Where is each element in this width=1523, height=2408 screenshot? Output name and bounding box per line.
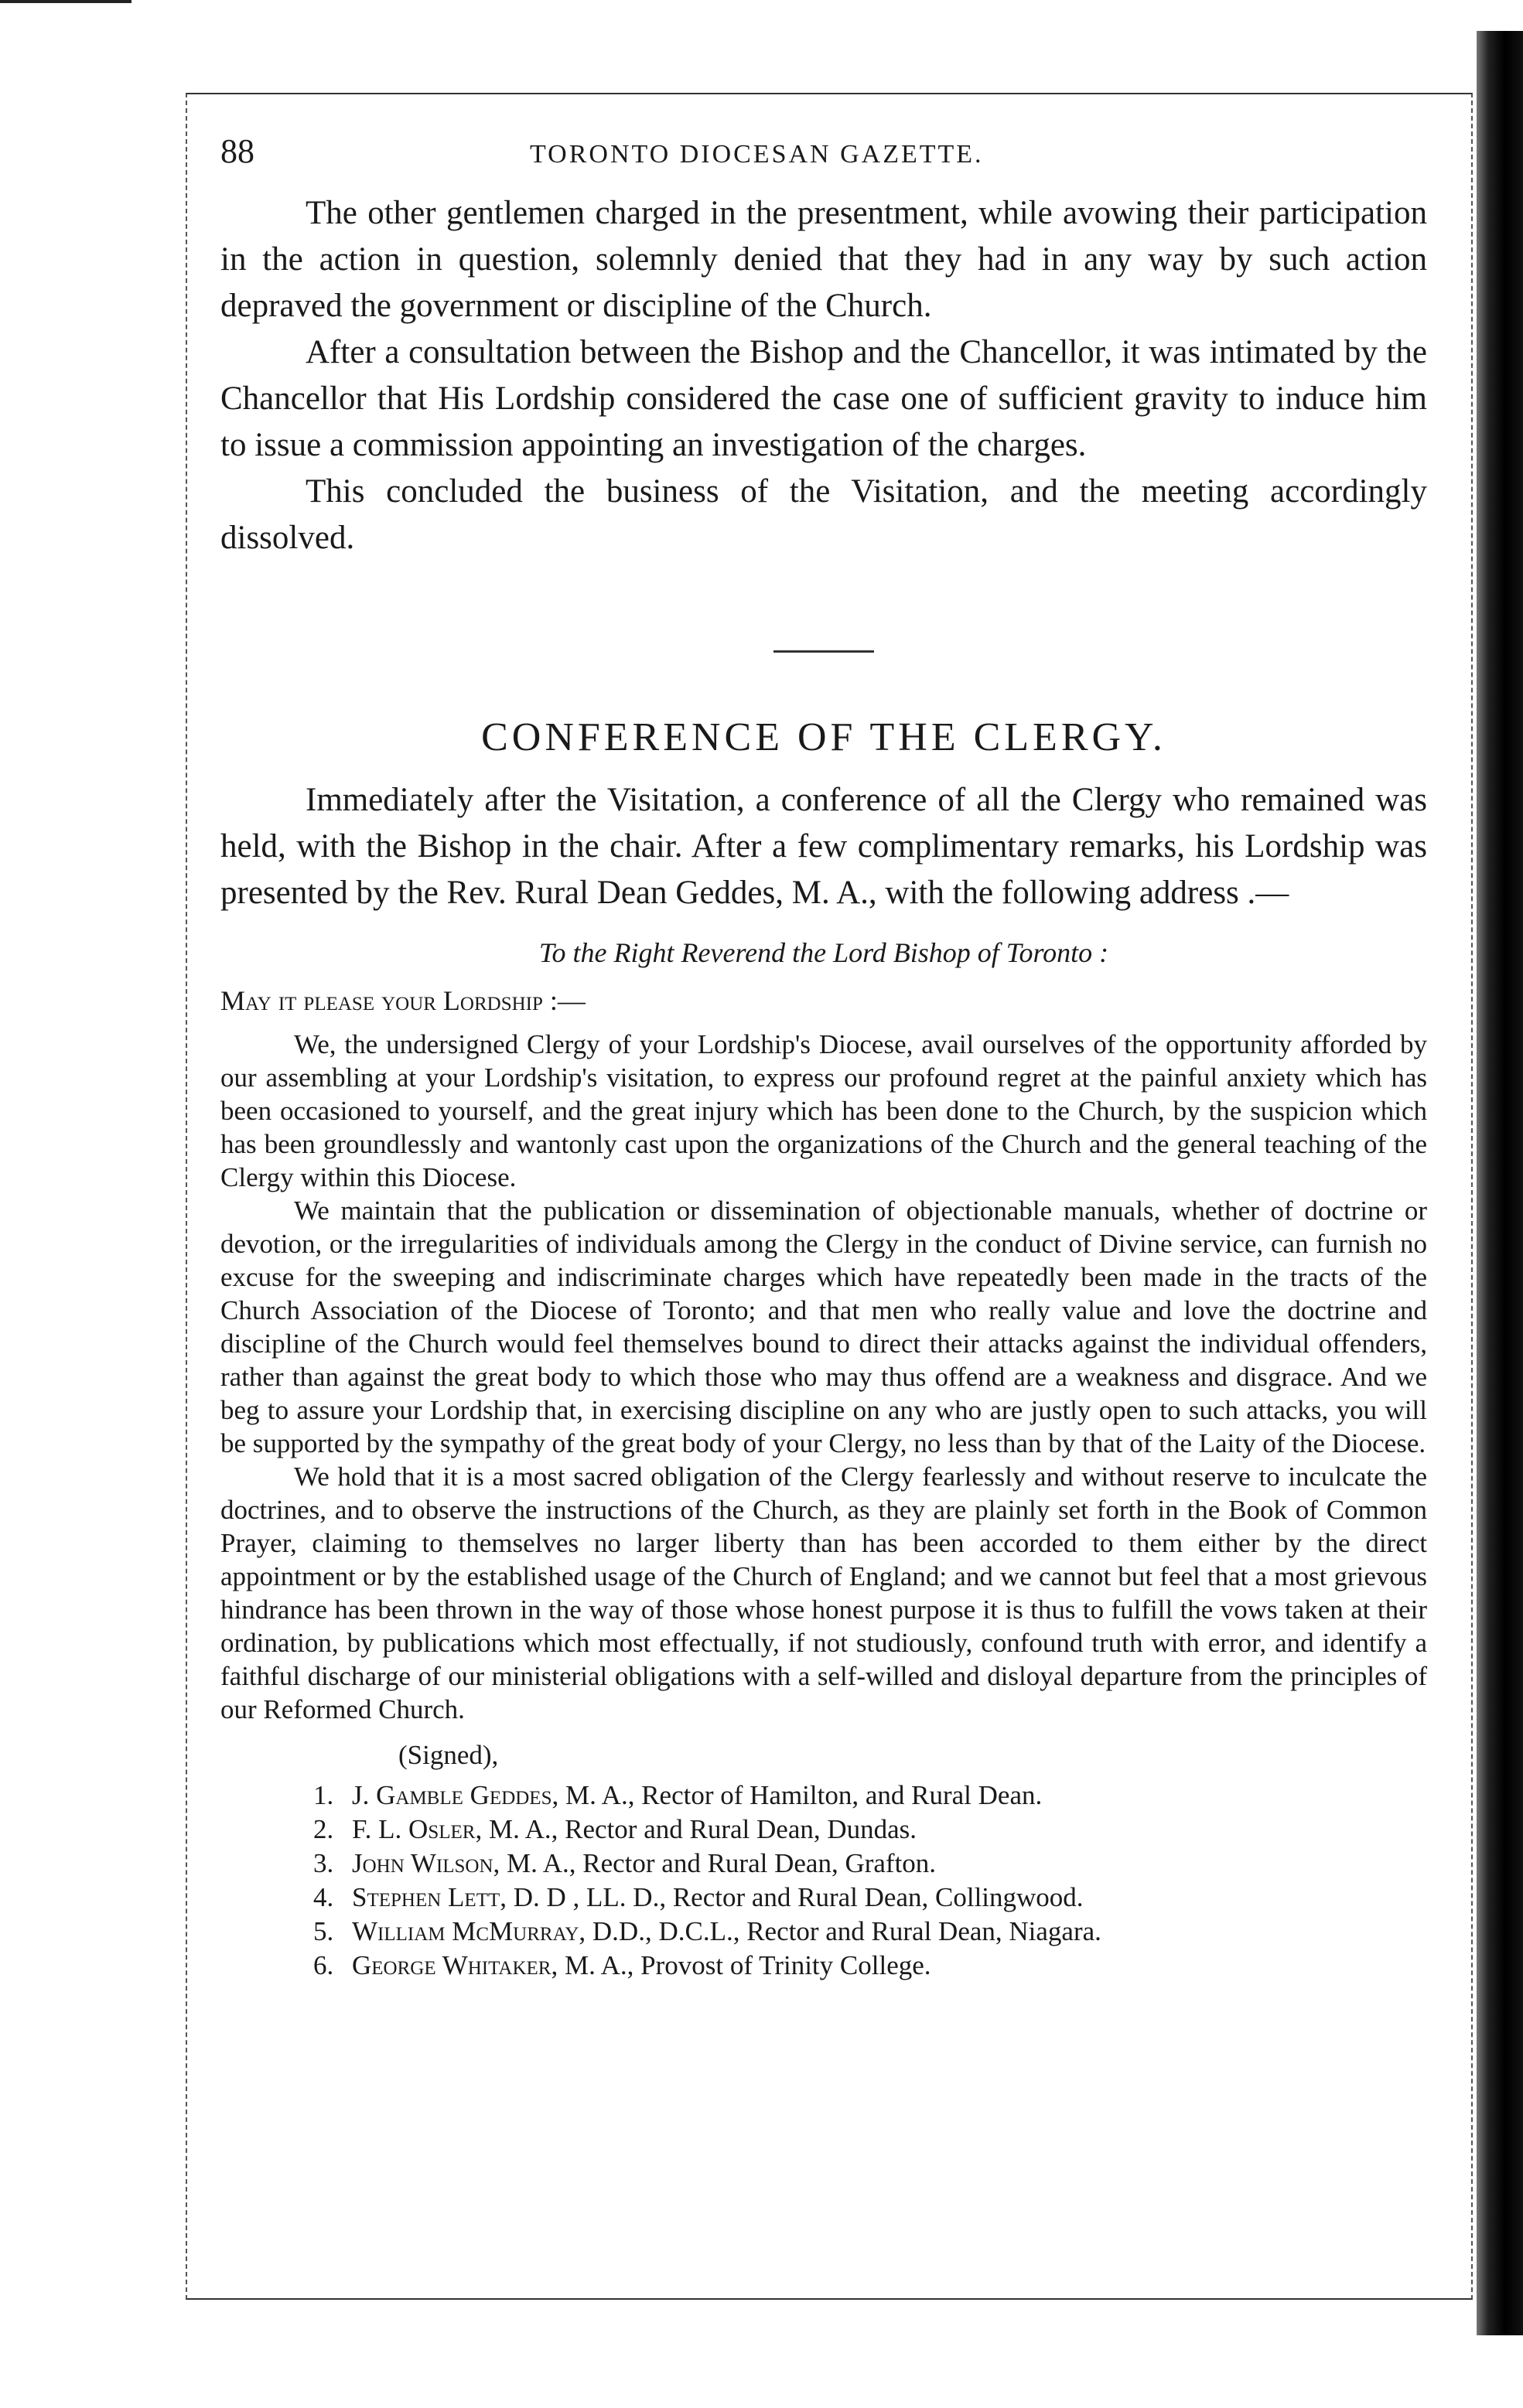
conference-intro: Immediately after the Visitation, a conference of all the Clergy who remained was held, with the Bishop in the chair. After a few complimentary remarks, his Lordship was presented by the Rev. Rural Dean Geddes, M. A., with the following address .— <box>220 782 1427 911</box>
section-title: CONFERENCE OF THE CLERGY. <box>481 715 1166 759</box>
intro-paragraph: This concluded the business of the Visitation, and the meeting accordingly dissolved. <box>220 473 1427 556</box>
signer-item <box>313 1779 1427 1813</box>
signer-details: , M. A., Provost of Trinity College. <box>551 1950 931 1980</box>
signer-details: , D. D , LL. D., Rector and Rural Dean, Collingwood. <box>500 1882 1084 1912</box>
scan-edge-shadow <box>1477 31 1523 2335</box>
address-dedication: To the Right Reverend the Lord Bishop of Toronto : <box>538 937 1109 968</box>
signers-list <box>220 1779 1427 1983</box>
signer-number: 5. <box>313 1916 334 1946</box>
signer-number: 6. <box>313 1950 334 1980</box>
signer-number: 4. <box>313 1882 334 1912</box>
signed-label: (Signed), <box>398 1740 499 1770</box>
signer-number: 1. <box>313 1780 334 1810</box>
signer-details: , D.D., D.C.L., Rector and Rural Dean, Niagara. <box>579 1916 1101 1946</box>
signer-name: John Wilson <box>352 1848 493 1878</box>
signer-item <box>313 1813 1427 1847</box>
signer-item <box>313 1949 1427 1983</box>
signer-name: George Whitaker <box>352 1950 551 1980</box>
address-paragraph: We hold that it is a most sacred obligation of the Clergy fearlessly and without reserve to inculcate the doctrines, and to observe the instructions of the Church, as they are plainly set forth in the Book of Common Prayer, claiming to themselves no larger liberty than has been accorded to them either by the direct appointment or by the established usage of the Church of England; and we cannot but feel that a most grievous hindrance has been thrown in the way of those whose honest purpose it is thus to fulfill the vows taken at their ordination, by publications which most effectually, if not studiously, confound truth with error, and identify a faithful discharge of our ministerial obligations with a self-willed and disloyal departure from the principles of our Reformed Church. <box>220 1462 1427 1724</box>
address-body <box>220 1028 1427 1726</box>
page-number: 88 <box>220 132 254 170</box>
intro-paragraph: After a consultation between the Bishop and the Chancellor, it was intimated by the Chancellor that His Lordship considered the case one of sufficient gravity to induce him to issue a commission appointing an investigation of the charges. <box>220 334 1427 463</box>
intro-section <box>220 190 1427 561</box>
scan-corner-mark <box>0 0 131 3</box>
signer-name: F. L. Osler <box>352 1814 476 1844</box>
address-paragraph: We, the undersigned Clergy of your Lordship's Diocese, avail ourselves of the opportunity afforded by our assembling at your Lordship's visitation, to express our profound regret at the painful anxiety which has been occasioned to yourself, and the great injury which has been done to the Church, by the suspicion which has been groundlessly and wantonly cast upon the organizations of the Church and the general teaching of the Clergy within this Diocese. <box>220 1029 1427 1192</box>
intro-paragraph: The other gentlemen charged in the presentment, while avowing their participation in the action in question, solemnly denied that they had in any way by such action depraved the government or discipline of the Church. <box>220 195 1427 324</box>
page-header <box>220 131 1427 186</box>
signer-name: Stephen Lett <box>352 1882 500 1912</box>
signer-item <box>313 1881 1427 1915</box>
signer-item <box>313 1847 1427 1881</box>
signer-details: , M. A., Rector and Rural Dean, Dundas. <box>475 1814 917 1844</box>
section-divider <box>773 650 874 653</box>
signer-item <box>313 1915 1427 1949</box>
page-content <box>220 131 1427 1983</box>
signer-number: 2. <box>313 1814 334 1844</box>
signer-details: , M. A., Rector of Hamilton, and Rural Dean. <box>551 1780 1043 1810</box>
signer-name: William McMurray <box>352 1916 579 1946</box>
address-salutation: May it please your Lordship :— <box>220 985 586 1016</box>
running-title: TORONTO DIOCESAN GAZETTE. <box>530 140 984 169</box>
address-paragraph: We maintain that the publication or dissemination of objectionable manuals, whether of doctrine or devotion, or the irregularities of individuals among the Clergy in the conduct of Divine service, can furnish no excuse for the sweeping and indiscriminate charges which have repeatedly been made in the tracts of the Church Association of the Diocese of Toronto; and that men who really value and love the doctrine and discipline of the Church would feel themselves bound to direct their attacks against the individual offenders, rather than against the great body to which those who may thus offend are a weakness and disgrace. And we beg to assure your Lordship that, in exercising discipline on any who are justly open to such attacks, you will be supported by the sympathy of the great body of your Clergy, no less than by that of the Laity of the Diocese. <box>220 1195 1427 1458</box>
signer-name: J. Gamble Geddes <box>352 1780 552 1810</box>
conference-section <box>220 777 1427 916</box>
signer-details: , M. A., Rector and Rural Dean, Grafton. <box>493 1848 937 1878</box>
signer-number: 3. <box>313 1848 334 1878</box>
